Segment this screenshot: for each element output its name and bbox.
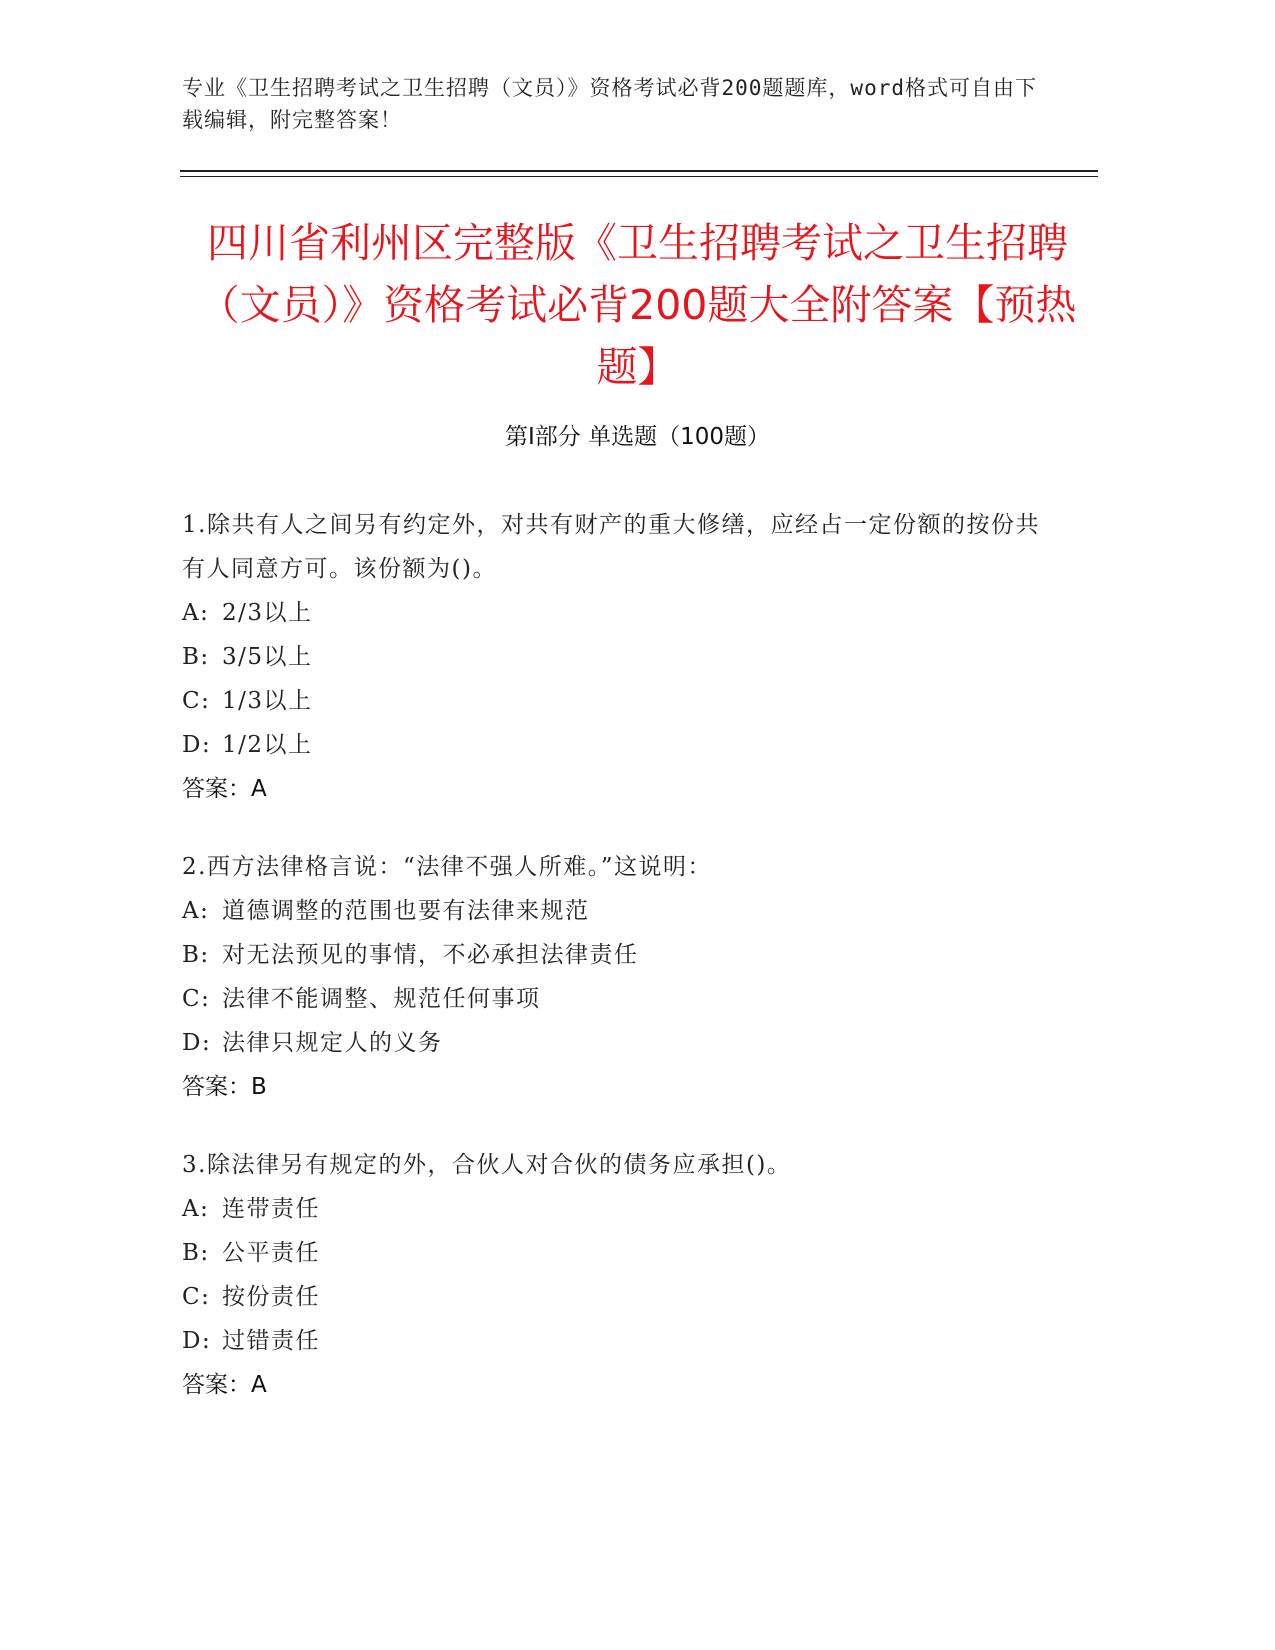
option-letter: A: — [182, 898, 210, 924]
option-a — [182, 889, 1042, 933]
option-letter: A: — [182, 600, 210, 626]
option-text: 对无法预见的事情，不必承担法律责任 — [222, 942, 639, 968]
option-letter: D: — [182, 1030, 212, 1056]
option-letter: C: — [182, 986, 211, 1012]
section-title: 第I部分 单选题（100题） — [505, 424, 770, 450]
option-letter: B: — [182, 1240, 210, 1266]
option-text: 道德调整的范围也要有法律来规范 — [222, 898, 590, 924]
answer: 答案：B — [182, 1074, 267, 1100]
option-c — [182, 977, 1042, 1021]
option-text: 按份责任 — [222, 1284, 320, 1310]
option-d — [182, 1021, 1042, 1065]
option-d — [182, 723, 1042, 767]
option-c — [182, 679, 1042, 723]
option-letter: A: — [182, 1196, 210, 1222]
option-letter: C: — [182, 688, 211, 714]
option-letter: D: — [182, 732, 212, 758]
option-letter: C: — [182, 1284, 211, 1310]
option-text: 连带责任 — [222, 1196, 320, 1222]
question-stem: 2.西方法律格言说：“法律不强人所难。”这说明： — [182, 854, 712, 880]
option-text: 1/2以上 — [222, 732, 313, 758]
option-b — [182, 933, 1042, 977]
question-3 — [182, 1143, 1042, 1407]
option-text: 公平责任 — [222, 1240, 320, 1266]
option-text: 2/3以上 — [222, 600, 313, 626]
option-a — [182, 1187, 1042, 1231]
option-text: 过错责任 — [222, 1328, 320, 1354]
header-rule-thin — [180, 176, 1098, 177]
question-1 — [182, 503, 1042, 811]
question-list — [182, 503, 1042, 1441]
option-text: 1/3以上 — [222, 688, 313, 714]
option-text: 3/5以上 — [222, 644, 313, 670]
option-letter: D: — [182, 1328, 212, 1354]
option-text: 法律只规定人的义务 — [222, 1030, 443, 1056]
header-note: 专业《卫生招聘考试之卫生招聘（文员）》资格考试必背200题题库，word格式可自由下载编辑，附完整答案！ — [182, 76, 1037, 132]
option-letter: B: — [182, 644, 210, 670]
answer: 答案：A — [182, 1372, 267, 1398]
answer: 答案：A — [182, 776, 267, 802]
option-d — [182, 1319, 1042, 1363]
question-2 — [182, 845, 1042, 1109]
option-text: 法律不能调整、规范任何事项 — [222, 986, 541, 1012]
option-letter: B: — [182, 942, 210, 968]
option-c — [182, 1275, 1042, 1319]
option-b — [182, 1231, 1042, 1275]
option-a — [182, 591, 1042, 635]
document-title: 四川省利州区完整版《卫生招聘考试之卫生招聘（文员）》资格考试必背200题大全附答案【预热题】 — [198, 219, 1077, 391]
option-b — [182, 635, 1042, 679]
question-stem: 1.除共有人之间另有约定外，对共有财产的重大修缮，应经占一定份额的按份共有人同意方可。该份额为()。 — [182, 512, 1040, 582]
header-rule-thick — [180, 170, 1098, 172]
question-stem: 3.除法律另有规定的外，合伙人对合伙的债务应承担()。 — [182, 1152, 792, 1178]
